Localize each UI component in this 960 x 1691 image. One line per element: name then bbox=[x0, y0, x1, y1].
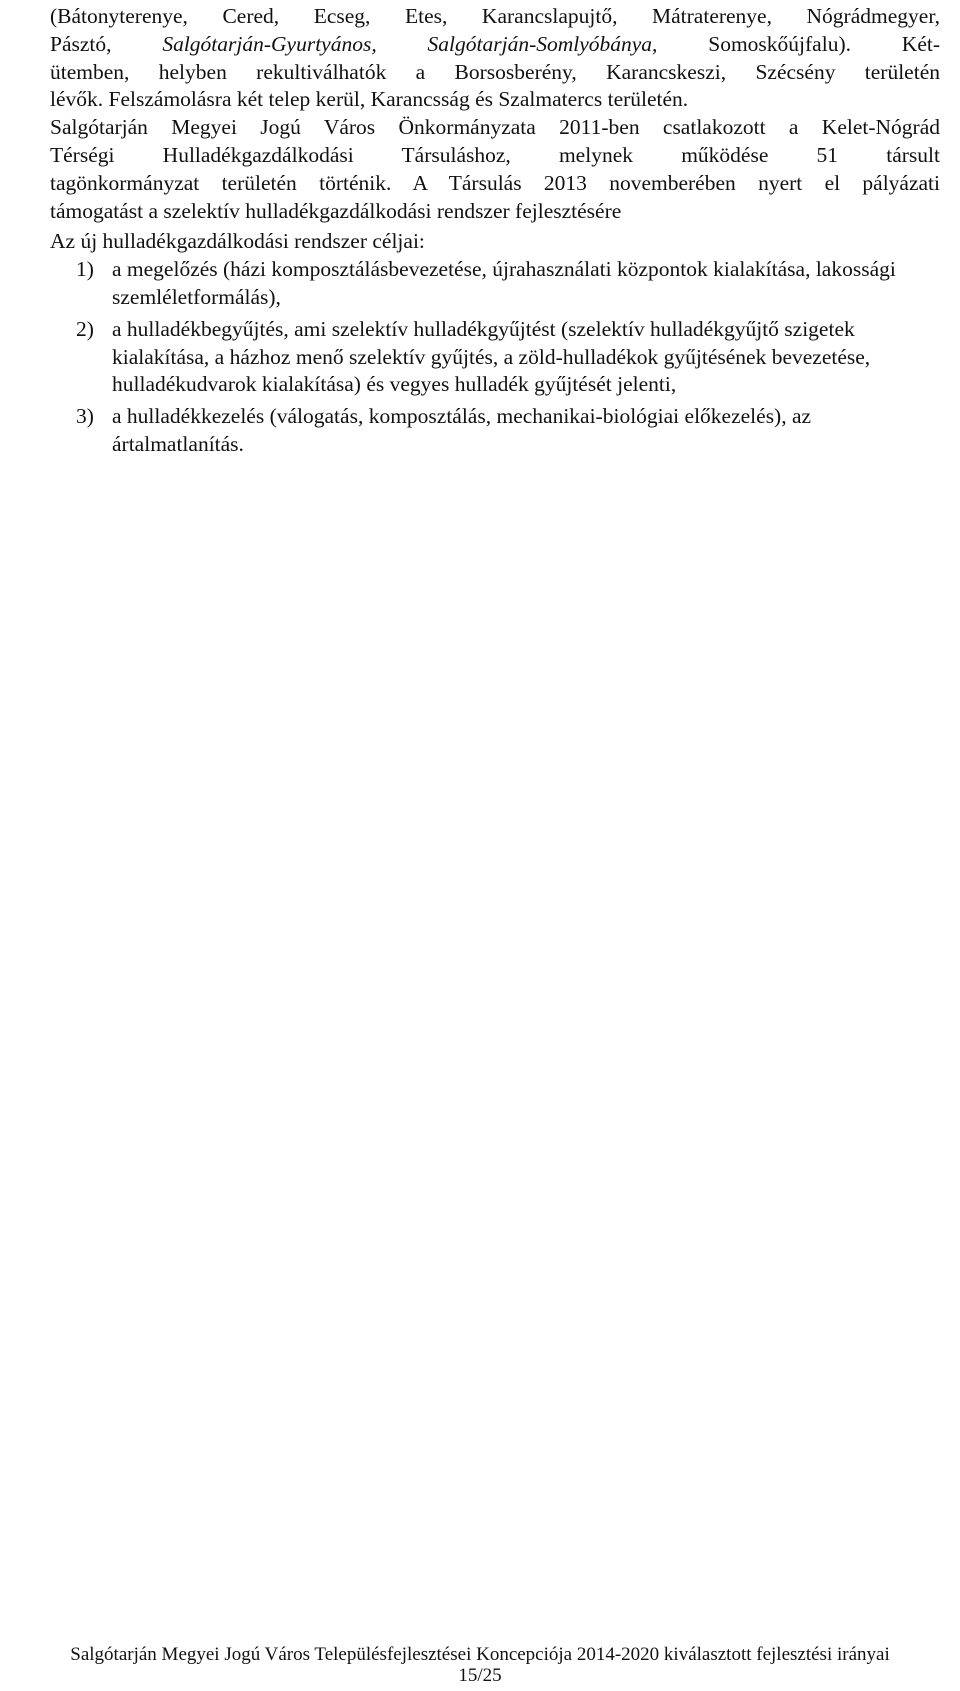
list-item-text: a hulladékkezelés (válogatás, komposztálás, mechanikai-biológiai előkezelés), az ártalmatlanítás. bbox=[112, 404, 812, 456]
goals-heading: Az új hulladékgazdálkodási rendszer céljai: bbox=[50, 229, 425, 254]
footer-title: Salgótarján Megyei Jogú Város Településfejlesztései Koncepciója 2014-2020 kiválasztott fejlesztési irányai bbox=[70, 1644, 890, 1665]
list-item bbox=[76, 256, 938, 312]
list-item-number: 3) bbox=[76, 404, 94, 429]
document-body bbox=[50, 0, 946, 459]
paragraph-line bbox=[50, 31, 940, 59]
text-run: Somoskőújfalu). Két- bbox=[657, 31, 940, 56]
text-run: Pásztó, bbox=[50, 31, 163, 56]
italic-text-run: Salgótarján-Gyurtyános, Salgótarján-Somlyóbánya, bbox=[162, 31, 658, 56]
list-item bbox=[76, 403, 938, 459]
paragraph-line: (Bátonyterenye, Cered, Ecseg, Etes, Karancslapujtő, Mátraterenye, Nógrádmegyer, bbox=[50, 4, 940, 28]
page-number: 15/25 bbox=[458, 1665, 502, 1686]
paragraph-municipalities bbox=[50, 3, 946, 114]
paragraph-line: ütemben, helyben rekultiválhatók a Borsosberény, Karancskeszi, Szécsény területén bbox=[50, 59, 940, 84]
paragraph-line: Térségi Hulladékgazdálkodási Társuláshoz, melynek működése 51 társult bbox=[50, 142, 940, 167]
paragraph-line: tagönkormányzat területén történik. A Társulás 2013 novemberében nyert el pályázati bbox=[50, 170, 940, 195]
paragraph-association bbox=[50, 114, 946, 225]
list-item-number: 2) bbox=[76, 316, 94, 341]
list-item-text: a megelőzés (házi komposztálásbevezetése, újrahasználati központok kialakítása, lakossági szemléletformálás), bbox=[112, 257, 896, 309]
list-item-text: a hulladékbegyűjtés, ami szelektív hulladékgyűjtést (szelektív hulladékgyűjtő szigetek kialakítása, a házhoz menő szelektív gyűjtés, a zöld-hulladékok gyűjtésének bevezetése, hulladékudvarok kialakítása) és vegyes hulladék gyűjtését jelenti, bbox=[112, 316, 871, 397]
goals-list bbox=[76, 256, 938, 459]
paragraph-line: Salgótarján Megyei Jogú Város Önkormányzata 2011-ben csatlakozott a Kelet-Nógrád bbox=[50, 115, 940, 140]
list-item-number: 1) bbox=[76, 257, 94, 282]
paragraph-line: támogatást a szelektív hulladékgazdálkodási rendszer fejlesztésére bbox=[50, 198, 622, 223]
list-item bbox=[76, 316, 938, 399]
paragraph-line: lévők. Felszámolásra két telep kerül, Karancsság és Szalmatercs területén. bbox=[50, 87, 689, 112]
